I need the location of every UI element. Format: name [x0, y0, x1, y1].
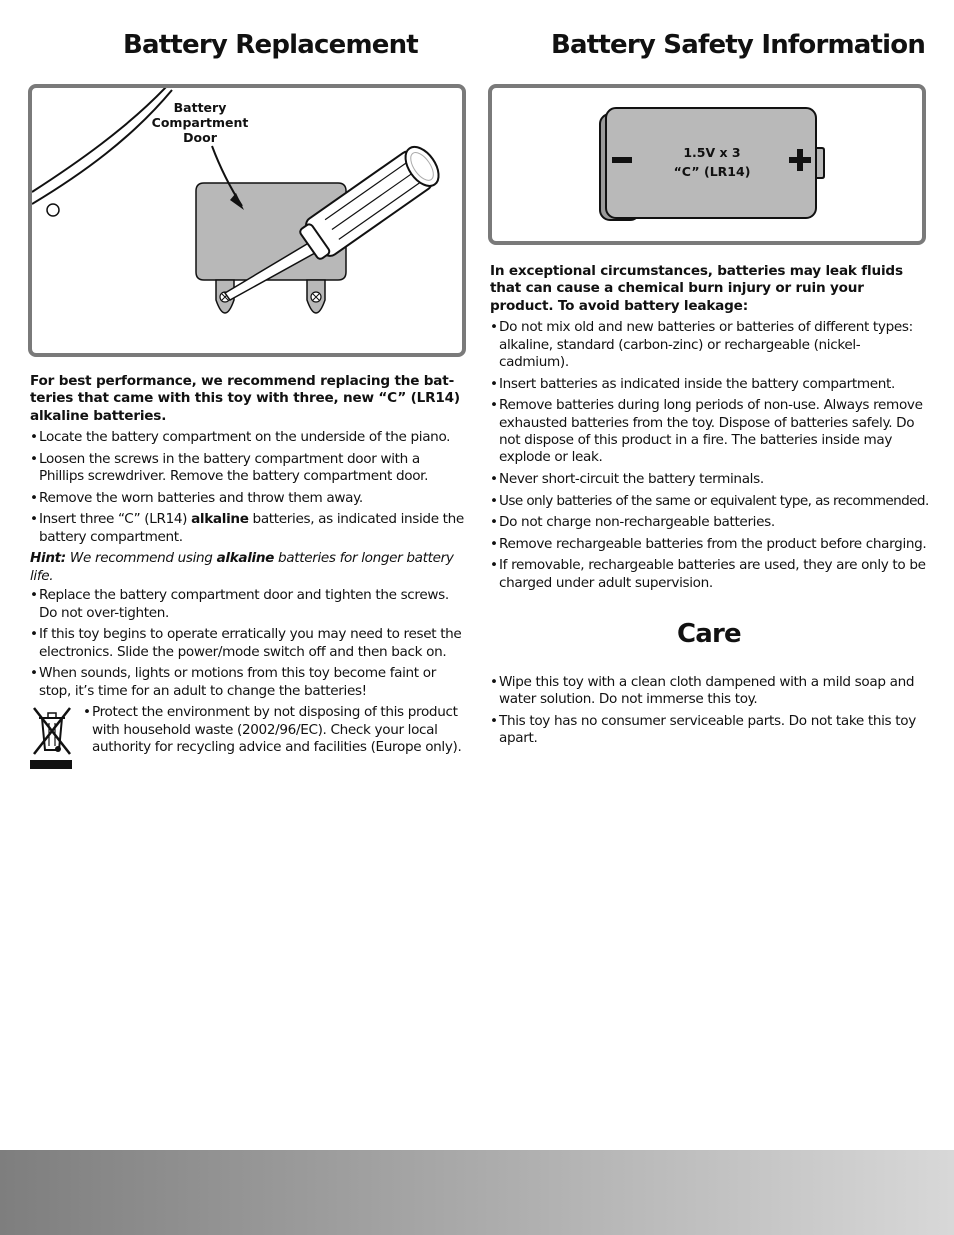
replacement-steps [30, 429, 468, 546]
list-item: • This toy has no consumer serviceable parts. Do not take this toy apart. [490, 713, 930, 748]
list-item [30, 511, 468, 546]
footer-gradient-bar [0, 1150, 954, 1235]
list-item: • Locate the battery compartment on the underside of the piano. [30, 429, 468, 446]
hint-text-end: batteries for longer battery life. [30, 550, 454, 584]
insert-text-end: batteries, as indicated inside the battery compartment. [39, 511, 464, 545]
battery-size: “C” (LR14) [673, 164, 751, 179]
battery-replacement-text [30, 373, 468, 761]
list-item: • Wipe this toy with a clean cloth dampened with a mild soap and water solution. Do not immerse this toy. [490, 674, 930, 709]
replacement-intro: For best performance, we recommend replacing the bat-teries that came with this toy with three, new “C” (LR14) alkaline batteries. [30, 373, 460, 424]
list-item: • Remove rechargeable batteries from the product before charging. [490, 536, 930, 553]
list-item: • Loosen the screws in the battery compartment door with a Phillips screwdriver. Remove the battery compartment door. [30, 451, 468, 486]
insert-emphasis: alkaline [191, 511, 249, 528]
list-item: • Remove the worn batteries and throw them away. [30, 490, 468, 507]
list-item: • Do not mix old and new batteries or batteries of different types: alkaline, standard (carbon-zinc) or rechargeable (nickel-cadmium). [490, 319, 930, 371]
list-item: • Remove batteries during long periods of non-use. Always remove exhausted batteries from the toy. Dispose of batteries safely. Do not dispose of this product in a fire. The batteries inside may explode or leak. [490, 397, 930, 467]
list-item: • Never short-circuit the battery terminals. [490, 471, 930, 488]
hint-emphasis: alkaline [216, 550, 275, 567]
safety-intro: In exceptional circumstances, batteries may leak fluids that can cause a chemical burn injury or ruin your product. To avoid battery leakage: [490, 263, 903, 314]
care-heading: Care [677, 619, 741, 649]
list-item: • Protect the environment by not disposing of this product with household waste (2002/96/EC). Check your local authority for recycling advice and facilities (Europe only). [83, 704, 468, 756]
care-text [490, 674, 930, 752]
battery-door-illustration [28, 84, 466, 357]
safety-list [490, 319, 930, 592]
battery-safety-heading: Battery Safety Information [551, 30, 926, 60]
list-item: • If this toy begins to operate erratically you may need to reset the electronics. Slide the power/mode switch off and then back on. [30, 626, 468, 661]
battery-door-callout: Battery Compartment Door [151, 100, 249, 145]
list-item: • Use only batteries of the same or equivalent type, as recommended. [490, 493, 930, 510]
battery-voltage: 1.5V x 3 [683, 145, 741, 160]
battery-safety-text [490, 263, 930, 596]
insert-text: Insert three “C” (LR14) [39, 511, 192, 528]
list-item: • Replace the battery compartment door and tighten the screws. Do not over-tighten. [30, 587, 468, 622]
crossed-out-bin-icon [30, 704, 74, 770]
list-item: • If removable, rechargeable batteries are used, they are only to be charged under adult supervision. [490, 557, 930, 592]
hint-text: We recommend using [65, 550, 217, 567]
battery-spec-label [662, 143, 762, 181]
battery-illustration [488, 84, 926, 245]
care-list [490, 674, 930, 748]
battery-replacement-heading: Battery Replacement [123, 30, 418, 60]
list-item: • Do not charge non-rechargeable batteries. [490, 514, 930, 531]
list-item: • Insert batteries as indicated inside the battery compartment. [490, 376, 930, 393]
environment-note [30, 704, 468, 756]
hint-note [30, 550, 468, 585]
hint-label: Hint: [30, 550, 66, 567]
list-item: • When sounds, lights or motions from this toy become faint or stop, it’s time for an adult to change the batteries! [30, 665, 468, 700]
replacement-steps-2 [30, 587, 468, 700]
